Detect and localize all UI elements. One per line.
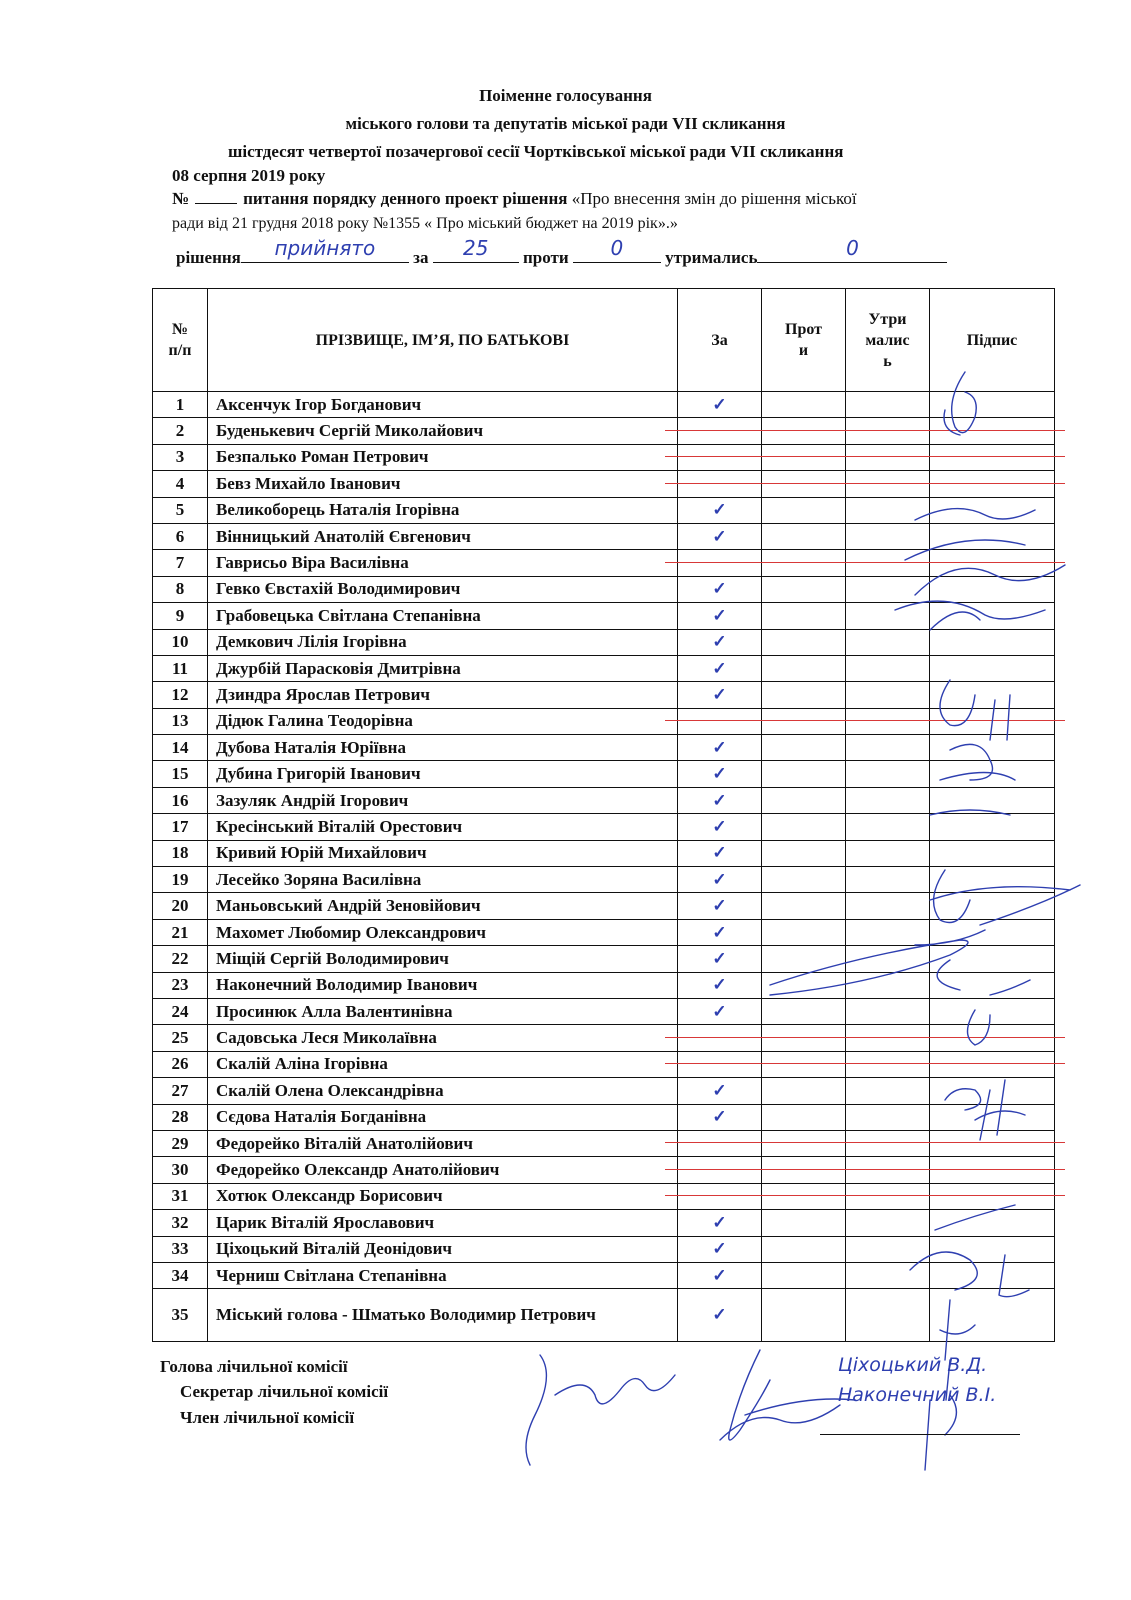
signature-cell	[930, 523, 1055, 549]
vote-for-cell: ✓	[678, 1210, 762, 1236]
row-number: 11	[153, 655, 208, 681]
signature-cell	[930, 1183, 1055, 1209]
vote-for-cell	[678, 1051, 762, 1077]
table-row	[153, 787, 1055, 813]
row-number: 16	[153, 787, 208, 813]
vote-for-cell	[678, 418, 762, 444]
member-name: Черниш Світлана Степанівна	[208, 1262, 678, 1288]
row-number: 21	[153, 919, 208, 945]
member-name: Федорейко Віталій Анатолійович	[208, 1130, 678, 1156]
vote-abstain-cell	[846, 444, 930, 470]
vote-against-cell	[762, 1210, 846, 1236]
decision-value: прийнято	[274, 236, 376, 260]
vote-for-cell: ✓	[678, 761, 762, 787]
signature-cell	[930, 840, 1055, 866]
signature-cell	[930, 867, 1055, 893]
vote-abstain-cell	[846, 972, 930, 998]
vote-abstain-cell	[846, 946, 930, 972]
row-number: 1	[153, 392, 208, 418]
vote-abstain-cell	[846, 787, 930, 813]
row-number: 10	[153, 629, 208, 655]
vote-abstain-cell	[846, 1051, 930, 1077]
vote-table	[152, 288, 1055, 1342]
vote-against-cell	[762, 603, 846, 629]
table-row	[153, 1157, 1055, 1183]
row-number: 33	[153, 1236, 208, 1262]
vote-abstain-cell	[846, 1262, 930, 1288]
vote-for-cell: ✓	[678, 998, 762, 1024]
signature-cell	[930, 708, 1055, 734]
vote-abstain-cell	[846, 1183, 930, 1209]
table-row	[153, 761, 1055, 787]
signature-cell	[930, 1262, 1055, 1288]
member-name: Міський голова - Шматько Володимир Петрович	[208, 1289, 678, 1342]
vote-for-cell: ✓	[678, 893, 762, 919]
member-name: Скалій Олена Олександрівна	[208, 1078, 678, 1104]
vote-abstain-cell	[846, 867, 930, 893]
vote-abstain-cell	[846, 471, 930, 497]
row-number: 24	[153, 998, 208, 1024]
header-line-council: міського голови та депутатів міської ради VII скликання	[345, 114, 786, 133]
vote-against-cell	[762, 1236, 846, 1262]
vote-abstain-cell	[846, 682, 930, 708]
member-name: Наконечний Володимир Іванович	[208, 972, 678, 998]
member-name: Аксенчук Ігор Богданович	[208, 392, 678, 418]
signature-cell	[930, 735, 1055, 761]
signature-cell	[930, 550, 1055, 576]
table-row	[153, 1289, 1055, 1342]
vote-for-cell	[678, 708, 762, 734]
table-row	[153, 392, 1055, 418]
row-number: 28	[153, 1104, 208, 1130]
member-name: Дубова Наталія Юріївна	[208, 735, 678, 761]
vote-for-cell: ✓	[678, 735, 762, 761]
member-name: Федорейко Олександр Анатолійович	[208, 1157, 678, 1183]
member-name: Безпалько Роман Петрович	[208, 444, 678, 470]
signature-cell	[930, 444, 1055, 470]
signature-cell	[930, 418, 1055, 444]
against-label: проти	[522, 248, 569, 267]
for-value-field	[433, 236, 519, 263]
vote-abstain-cell	[846, 1104, 930, 1130]
vote-for-cell: ✓	[678, 1236, 762, 1262]
table-row	[153, 603, 1055, 629]
col-for-header: За	[678, 289, 762, 392]
signature-cell	[930, 392, 1055, 418]
table-row	[153, 814, 1055, 840]
row-number: 25	[153, 1025, 208, 1051]
absent-strike-line	[665, 483, 1065, 484]
vote-against-cell	[762, 867, 846, 893]
signature-cell	[930, 761, 1055, 787]
question-line	[172, 189, 857, 209]
row-number: 9	[153, 603, 208, 629]
vote-against-cell	[762, 708, 846, 734]
vote-for-cell: ✓	[678, 576, 762, 602]
vote-abstain-cell	[846, 761, 930, 787]
absent-strike-line	[665, 1063, 1065, 1064]
table-row	[153, 893, 1055, 919]
absent-strike-line	[665, 430, 1065, 431]
vote-against-cell	[762, 1262, 846, 1288]
vote-abstain-cell	[846, 893, 930, 919]
table-row	[153, 735, 1055, 761]
absent-strike-line	[665, 1169, 1065, 1170]
table-row	[153, 497, 1055, 523]
row-number: 31	[153, 1183, 208, 1209]
table-row	[153, 1262, 1055, 1288]
row-number: 8	[153, 576, 208, 602]
signature-cell	[930, 893, 1055, 919]
member-name: Лесейко Зоряна Василівна	[208, 867, 678, 893]
row-number: 2	[153, 418, 208, 444]
absent-strike-line	[665, 456, 1065, 457]
vote-for-cell: ✓	[678, 523, 762, 549]
row-number: 15	[153, 761, 208, 787]
signature-cell	[930, 1025, 1055, 1051]
absent-strike-line	[665, 1037, 1065, 1038]
signature-cell	[930, 1130, 1055, 1156]
member-name: Міщій Сергій Володимирович	[208, 946, 678, 972]
signature-cell	[930, 919, 1055, 945]
vote-abstain-cell	[846, 603, 930, 629]
abstain-value-field	[757, 236, 947, 263]
vote-against-cell	[762, 655, 846, 681]
vote-abstain-cell	[846, 392, 930, 418]
vote-against-cell	[762, 787, 846, 813]
row-number: 5	[153, 497, 208, 523]
signature-cell	[930, 1104, 1055, 1130]
signature-cell	[930, 972, 1055, 998]
for-value: 25	[462, 236, 489, 260]
question-number-blank	[195, 189, 237, 204]
absent-strike-line	[665, 1195, 1065, 1196]
secretary-name-handwritten: Наконечний В.І.	[838, 1384, 997, 1406]
chair-label: Голова лічильної комісії	[160, 1357, 348, 1376]
signature-cell	[930, 1210, 1055, 1236]
vote-for-cell: ✓	[678, 919, 762, 945]
vote-abstain-cell	[846, 708, 930, 734]
vote-against-cell	[762, 972, 846, 998]
vote-abstain-cell	[846, 919, 930, 945]
vote-for-cell	[678, 1130, 762, 1156]
table-row	[153, 867, 1055, 893]
signature-cell	[930, 629, 1055, 655]
member-name: Буденькевич Сергій Миколайович	[208, 418, 678, 444]
vote-for-cell: ✓	[678, 787, 762, 813]
signature-cell	[930, 787, 1055, 813]
vote-abstain-cell	[846, 523, 930, 549]
vote-against-cell	[762, 444, 846, 470]
vote-abstain-cell	[846, 735, 930, 761]
vote-abstain-cell	[846, 1025, 930, 1051]
vote-against-cell	[762, 497, 846, 523]
row-number: 14	[153, 735, 208, 761]
member-name: Хотюк Олександр Борисович	[208, 1183, 678, 1209]
table-row	[153, 1104, 1055, 1130]
member-name: Демкович Лілія Ігорівна	[208, 629, 678, 655]
row-number: 4	[153, 471, 208, 497]
vote-for-cell: ✓	[678, 497, 762, 523]
vote-for-cell	[678, 1157, 762, 1183]
signature-cell	[930, 1157, 1055, 1183]
vote-against-cell	[762, 893, 846, 919]
signature-cell	[930, 655, 1055, 681]
table-row	[153, 471, 1055, 497]
vote-against-cell	[762, 1078, 846, 1104]
member-name: Ціхоцький Віталій Деонідович	[208, 1236, 678, 1262]
vote-against-cell	[762, 418, 846, 444]
table-row	[153, 682, 1055, 708]
member-name: Джурбій Парасковія Дмитрівна	[208, 655, 678, 681]
vote-abstain-cell	[846, 1210, 930, 1236]
member-name: Дідюк Галина Теодорівна	[208, 708, 678, 734]
signature-cell	[930, 998, 1055, 1024]
vote-for-cell: ✓	[678, 1262, 762, 1288]
vote-for-cell: ✓	[678, 629, 762, 655]
table-row	[153, 946, 1055, 972]
vote-abstain-cell	[846, 840, 930, 866]
signature-cell	[930, 471, 1055, 497]
vote-table-body	[153, 392, 1055, 1342]
table-row	[153, 972, 1055, 998]
row-number: 32	[153, 1210, 208, 1236]
member-name: Бевз Михайло Іванович	[208, 471, 678, 497]
table-row	[153, 576, 1055, 602]
row-number: 13	[153, 708, 208, 734]
row-number: 3	[153, 444, 208, 470]
vote-for-cell: ✓	[678, 1078, 762, 1104]
row-number: 35	[153, 1289, 208, 1342]
vote-against-cell	[762, 392, 846, 418]
signature-cell	[930, 603, 1055, 629]
signature-cell	[930, 576, 1055, 602]
row-number: 26	[153, 1051, 208, 1077]
vote-abstain-cell	[846, 998, 930, 1024]
member-name: Дубина Григорій Іванович	[208, 761, 678, 787]
vote-against-cell	[762, 1183, 846, 1209]
vote-for-cell: ✓	[678, 867, 762, 893]
row-number: 34	[153, 1262, 208, 1288]
col-abstain-header: Утри малис ь	[846, 289, 930, 392]
table-row	[153, 418, 1055, 444]
signature-cell	[930, 1078, 1055, 1104]
table-row	[153, 629, 1055, 655]
row-number: 18	[153, 840, 208, 866]
question-text-a: «Про внесення змін до рішення міської	[571, 189, 857, 208]
table-row	[153, 1210, 1055, 1236]
col-name-header: ПРІЗВИЩЕ, ІМ’Я, ПО БАТЬКОВІ	[208, 289, 678, 392]
member-name: Сєдова Наталія Богданівна	[208, 1104, 678, 1130]
vote-abstain-cell	[846, 1078, 930, 1104]
question-label: питання порядку денного проект рішення	[243, 189, 568, 208]
vote-abstain-cell	[846, 1236, 930, 1262]
member-name: Царик Віталій Ярославович	[208, 1210, 678, 1236]
member-name: Гаврисьо Віра Василівна	[208, 550, 678, 576]
table-row	[153, 655, 1055, 681]
member-signature-line	[820, 1434, 1020, 1435]
row-number: 7	[153, 550, 208, 576]
vote-against-cell	[762, 998, 846, 1024]
vote-against-cell	[762, 814, 846, 840]
col-signature-header: Підпис	[930, 289, 1055, 392]
row-number: 12	[153, 682, 208, 708]
vote-for-cell: ✓	[678, 1104, 762, 1130]
absent-strike-line	[665, 562, 1065, 563]
member-name: Скалій Аліна Ігорівна	[208, 1051, 678, 1077]
secretary-label: Секретар лічильної комісії	[180, 1382, 389, 1401]
vote-abstain-cell	[846, 1130, 930, 1156]
row-number: 22	[153, 946, 208, 972]
vote-against-cell	[762, 550, 846, 576]
signature-cell	[930, 814, 1055, 840]
vote-abstain-cell	[846, 550, 930, 576]
vote-for-cell	[678, 1025, 762, 1051]
member-name: Великоборець Наталія Ігорівна	[208, 497, 678, 523]
vote-against-cell	[762, 1051, 846, 1077]
table-header-row	[153, 289, 1055, 392]
vote-abstain-cell	[846, 814, 930, 840]
member-name: Махомет Любомир Олександрович	[208, 919, 678, 945]
member-label: Член лічильної комісії	[180, 1408, 355, 1427]
row-number: 6	[153, 523, 208, 549]
vote-against-cell	[762, 1025, 846, 1051]
member-name: Вінницький Анатолій Євгенович	[208, 523, 678, 549]
member-name: Зазуляк Андрій Ігорович	[208, 787, 678, 813]
vote-against-cell	[762, 1157, 846, 1183]
vote-for-cell: ✓	[678, 392, 762, 418]
vote-against-cell	[762, 946, 846, 972]
row-number: 27	[153, 1078, 208, 1104]
table-row	[153, 1078, 1055, 1104]
col-against-header: Прот и	[762, 289, 846, 392]
vote-against-cell	[762, 576, 846, 602]
table-row	[153, 1051, 1055, 1077]
member-name: Кресінський Віталій Орестович	[208, 814, 678, 840]
vote-against-cell	[762, 629, 846, 655]
member-name: Садовська Леся Миколаївна	[208, 1025, 678, 1051]
decision-value-field	[241, 236, 409, 263]
vote-abstain-cell	[846, 629, 930, 655]
signature-cell	[930, 1236, 1055, 1262]
chair-name-handwritten: Ціхоцький В.Д.	[838, 1354, 988, 1376]
vote-for-cell: ✓	[678, 814, 762, 840]
row-number: 17	[153, 814, 208, 840]
member-name: Дзиндра Ярослав Петрович	[208, 682, 678, 708]
question-text-b: ради від 21 грудня 2018 року №1355 « Про міський бюджет на 2019 рік».»	[172, 215, 678, 232]
signature-chair	[526, 1355, 675, 1465]
signature-cell	[930, 497, 1055, 523]
vote-against-cell	[762, 761, 846, 787]
vote-abstain-cell	[846, 655, 930, 681]
vote-against-cell	[762, 471, 846, 497]
table-row	[153, 919, 1055, 945]
vote-against-cell	[762, 840, 846, 866]
document-title: Поіменне голосування	[479, 86, 652, 105]
header-date: 08 серпня 2019 року	[172, 166, 326, 185]
member-name: Грабовецька Світлана Степанівна	[208, 603, 678, 629]
table-row	[153, 523, 1055, 549]
vote-for-cell	[678, 1183, 762, 1209]
member-name: Гевко Євстахій Володимирович	[208, 576, 678, 602]
vote-for-cell: ✓	[678, 603, 762, 629]
vote-against-cell	[762, 1104, 846, 1130]
table-row	[153, 444, 1055, 470]
against-value: 0	[610, 236, 624, 260]
vote-for-cell: ✓	[678, 1289, 762, 1342]
vote-abstain-cell	[846, 1289, 930, 1342]
vote-abstain-cell	[846, 418, 930, 444]
signature-cell	[930, 682, 1055, 708]
vote-against-cell	[762, 523, 846, 549]
vote-against-cell	[762, 1289, 846, 1342]
vote-for-cell: ✓	[678, 682, 762, 708]
member-name: Маньовський Андрій Зеновійович	[208, 893, 678, 919]
table-row	[153, 1025, 1055, 1051]
vote-against-cell	[762, 682, 846, 708]
vote-for-cell: ✓	[678, 972, 762, 998]
decision-line	[176, 236, 947, 268]
vote-for-cell: ✓	[678, 946, 762, 972]
vote-abstain-cell	[846, 1157, 930, 1183]
row-number: 30	[153, 1157, 208, 1183]
vote-abstain-cell	[846, 497, 930, 523]
row-number: 23	[153, 972, 208, 998]
question-number-prefix: №	[172, 189, 190, 208]
col-number-header: № п/п	[153, 289, 208, 392]
for-label: за	[413, 248, 429, 267]
abstain-label: утримались	[665, 248, 758, 267]
absent-strike-line	[665, 1142, 1065, 1143]
signature-cell	[930, 946, 1055, 972]
header-line-session: шістдесят четвертої позачергової сесії Чортківської міської ради VII скликання	[228, 142, 844, 161]
vote-for-cell	[678, 471, 762, 497]
row-number: 29	[153, 1130, 208, 1156]
vote-abstain-cell	[846, 576, 930, 602]
vote-against-cell	[762, 735, 846, 761]
row-number: 20	[153, 893, 208, 919]
table-row	[153, 840, 1055, 866]
vote-for-cell	[678, 444, 762, 470]
table-row	[153, 1183, 1055, 1209]
absent-strike-line	[665, 720, 1065, 721]
against-value-field	[573, 236, 661, 263]
table-row	[153, 1130, 1055, 1156]
vote-for-cell: ✓	[678, 655, 762, 681]
member-name: Кривий Юрій Михайлович	[208, 840, 678, 866]
table-row	[153, 1236, 1055, 1262]
vote-against-cell	[762, 1130, 846, 1156]
signature-cell	[930, 1051, 1055, 1077]
vote-for-cell: ✓	[678, 840, 762, 866]
abstain-value: 0	[846, 236, 859, 260]
table-row	[153, 550, 1055, 576]
signature-cell	[930, 1289, 1055, 1342]
table-row	[153, 708, 1055, 734]
row-number: 19	[153, 867, 208, 893]
vote-against-cell	[762, 919, 846, 945]
decision-label: рішення	[176, 248, 241, 267]
member-name: Просинюк Алла Валентинівна	[208, 998, 678, 1024]
vote-for-cell	[678, 550, 762, 576]
table-row	[153, 998, 1055, 1024]
